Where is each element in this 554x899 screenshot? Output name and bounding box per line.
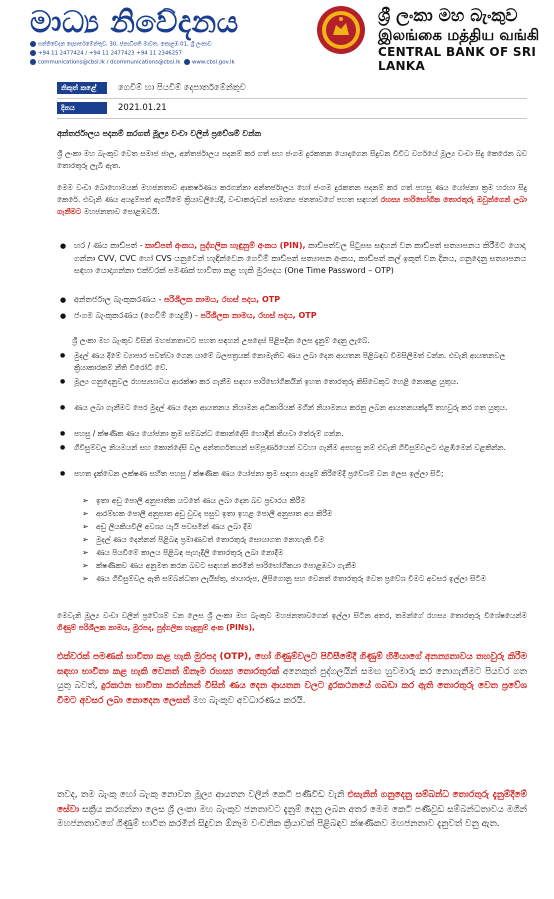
contact-address: සන්නිවේදන දෙපාර්තමේන්තුව, 30, ජනාධිපති මාවත, කොළඹ 01, ශ්‍රී ලංකාව (30, 41, 212, 49)
website-link[interactable]: www.cbsl.gov.lk (191, 59, 235, 66)
divider (57, 118, 527, 119)
feature-item: ➢ ආරම්භක පොලී අනුපාත අඩු වුවද පසුව ඉතා ඉහළ පොලී අනුපාත අය කිරීම (82, 508, 527, 520)
date-label: දිනය (57, 102, 107, 114)
feature-item: ➢ අඩු ලියකියවිලි අවශ්‍ය යැයි පවසමින් ණය ලබා දීම (82, 521, 527, 533)
phone-icon (30, 50, 36, 56)
list-item: ● හර / ණය කාඩ්පත් - කාඩ්පත් අංකය, පුද්ගලික හැඳුනුම් අංකය (PIN), කාඩ්පත්වල පිටුපස සඳහන් වන කාඩ්පත් සත්‍යාපනය කිරීමට යොදා ගන්නා CVV, CVC හෝ CVS යනුවෙන් හැඳින්වෙන ගෙවීම් කාඩ්පත් සත්‍යාපන අංකය, කාඩ්පත් කල් ඉකුත් වන දිනය, ගනුදෙනු සත්‍යාපනය සඳහා යොදාගන්නා එක්වරක් පමණක් භාවිතා කළ හැකි මුරපදය (One Time Password – OTP) (60, 240, 527, 278)
press-release-title: මාධ්‍ය නිවේදනය (30, 5, 239, 40)
paragraph: මෙවැනි මූල්‍ය වංචා වලින් ප්‍රවේශම් වන ලෙස ශ්‍රී ලංකා මහ බැංකුව මහජනතාවගෙන් ඉල්ලා සිටින අතර, තමන්ගේ රහස්‍ය තොරතුරු විශේෂයෙන්ම ගිණුම් පරිශීලක නාමය, මුරපද, පුද්ගලික හැඳුනුම් අංක (PINs), (57, 611, 527, 632)
list-item: ● ජංගම බැංකුකරණය (ගෙවීම් යෙදුම්) - පරිශීලක නාමය, රහස් පදය, OTP (60, 310, 527, 323)
list-item: ● ගිවිසුම්වල නියමයන් සහ කොන්දේසි වල අන්තර්ගතයන් සම්පූර්ණයෙන් වටහා ගැනීම අපහසු නම් එවැනි ගිවිසුම්වලට එළඹීමෙන් වළකින්න. (60, 442, 527, 454)
bank-name-tamil: இலங்கை மத்திய வங்கி (378, 26, 540, 44)
email-icon (30, 59, 36, 65)
globe-icon (184, 59, 190, 65)
contact-phones: +94 11 2477424 / +94 11 2477423 +94 11 2346257 (30, 50, 182, 57)
date-value: 2021.01.21 (118, 103, 167, 113)
central-bank-seal-icon (316, 5, 366, 55)
paragraph: මෙම වංචා බොහොමයක් මහජනතාව ආකර්ෂණය කරගන්නා අන්තර්ජාලය හෝ ජංගම දුරකතන පදනම් කර ගත් පහසු ණය යෝජනා ක්‍රම හරහා සිදු කෙරේ. එවැනි ණය අයදුම්පත් ඇගයීමේ ක්‍රියාවලියේදී, වංචාකරුවන් සාමාන්‍ය ජනතාවගේ පහත සඳහන් රහස්‍ය පාරිභෝගික තොරතුරු ඔවුන්ගෙන් ලබා ගැනීමට මහජනතාව පොළඹවයි. (57, 183, 527, 216)
divider (57, 98, 527, 99)
feature-item: ➢ ඉතා අඩු පොලී අනුපාතික යටතේ ණය ලබා දෙන බව ප්‍රචාරය කිරීම (82, 495, 527, 507)
issued-by-value: ගෙවීම් හා පියවීම් දෙපාර්තමේන්තුව (118, 83, 246, 93)
feature-item: ➢ ණය පියවීමේ කාලය පිළිබඳ පැහැදිලි තොරතුරු ලබා නොදීම (82, 547, 527, 559)
paragraph: තවද, තම බැංකු හෝ බැංකු නොවන මූල්‍ය ආයතන වලින් කෙටි පණිවිඩ වැනි එසැනින් ගනුදෙනු සම්බන්ධ තොරතුරු දැනුම්දීමේ සේවා සක්‍රීය කරගන්නා ලෙස ශ්‍රී ලංකා මහ බැංකුව ජනතාවට දැනුම් දෙනු ලබන අතර මෙම කෙටි පණිවුඩ සම්බන්ධතාවය මගින් මහජනතාවගේ ගිණුම් භාවිත කරමින් සිදුවන ඕනෑම වංචනික ක්‍රියාවක් පිළිබඳව ක්ෂණිකව මහජනතාව දැනුවත් වනු ඇත. (57, 790, 527, 829)
feature-item: ➢ මුදල් ණය දෙන්නන් පිළිබඳ ප්‍රමාණවත් තොරතුරු සොයාගත නොහැකි වීම (82, 534, 527, 546)
feature-item: ➢ ණය ගිවිසුම්වල ඇති සම්බන්ධතා ලැයිස්තු, ඡායාරූප, ලිපිගොනු සහ වෙනත් තොරතුරු වෙත ප්‍රවේශ වීමට අවසර ඉල්ලා සිටීම (82, 573, 527, 585)
article-title: අන්තර්ජාලය පදනම් කරගත් මූල්‍ය වංචා වලින් ප්‍රවේශම් වන්න (57, 129, 262, 138)
paragraph: එක්වරක් පමණක් භාවිතා කළ හැකි මුරපද (OTP), හෝ ගිණුම්වලට පිවිසීමේදී ගිණුම් හිමියාගේ අනන්‍යතාවය තහවුරු කිරීම සඳහා භාවිතා කළ හැකි වෙනත් ඕනෑම රහස්‍ය තොරතුරක් අනෙකුත් පුද්ගලයින් සමඟ හුවමාරු කර නොගැනීමට පියවර ගත යුතු බවත්, දුරකථන භාවිතා කරන්නන් විසින් ණය දෙන ආයතන වලට දුරකථනයේ ගබඩා කර ඇති තොරතුරු වෙත ප්‍රවේශ වීමට අවසර ලබා නොදෙන ලෙසත් මහ බැංකුව අවධාරණය කරයි. (57, 652, 527, 706)
list-item: ● පහත දැක්වෙන ලක්ෂණ සහිත පහසු / ක්ෂණික ණය යෝජනා ක්‍රම සඳහා අයදුම් කිරීමේදී ප්‍රවේශම් වන ලෙස ඉල්ලා සිටී; (60, 468, 527, 480)
issued-by-label: නිකුත් කළේ (57, 82, 107, 94)
bank-name-sinhala: ශ්‍රී ලංකා මහ බැංකුව (378, 6, 518, 26)
list-item: ● මූල්‍ය ගනුදෙනුවල රහස්‍යභාවය ආරක්ෂා කර ගැනීම සඳහා පාරිභෝගිකයින් ඉහත තොරතුරු කිසිවෙකුට හෙළි නොකළ යුතුය. (60, 376, 527, 388)
list-item: ● ණය ලබා ගැනීමට පෙර මුදල් ණය දෙන ආයතනය නියාමන අධිකාරියක් මගින් නියාමනය කරනු ලබන ආයතනයක්දැයි තහවුරු කර ගත යුතුය. (60, 402, 527, 414)
contact-web: communications@cbsl.lk / dcommunications@cbsl.lk www.cbsl.gov.lk (30, 59, 235, 66)
feature-item: ➢ ක්ෂණිකව ණය අනුමත කරන බවට සඳහන් කරමින් පාරිභෝගිකයා පොළඹවා ගැනීම (82, 560, 527, 572)
list-item: ● මුදල් ණය දීමේ ව්‍යාපාර පවත්වා ගෙන යාමේ බලපත්‍රයක් නොමැතිව ණය ලබා දෙන ආයතන පිළිබඳව විමසිලිමත් වන්න. එවැනි ආයතනවල ක්‍රියාකාරකම් නීති විරෝධී වේ. (60, 350, 527, 374)
bank-name-english: CENTRAL BANK OF SRI LANKA (378, 45, 537, 73)
paragraph: ශ්‍රී ලංකා මහ බැංකුව විසින් මහජනතාවට පහත සඳහන් උපදෙස් පිළිපදින ලෙස දැනුම් දෙනු ලැබේ. (72, 336, 370, 345)
paragraph: ශ්‍රී ලංකා මහ බැංකුව වෙත සමාජ ජාල, අන්තර්ජාලය පදනම් කර ගත් සහ ජංගම දුරකතන යොදාගෙන සිදුවන විවිධ වර්ගයේ මූල්‍ය වංචා සිදු කෙරෙන බව තොරතුරු ලැබී ඇත. (57, 149, 527, 170)
location-icon (30, 41, 36, 47)
list-item: ● පහසු / ක්ෂණික ණය යෝජනා ක්‍රම සම්බන්ධ කොන්දේසි හොඳින් කියවා තේරුම් ගන්න. (60, 428, 527, 440)
list-item: ● අන්තර්ජාල බැංකුකරණය - පරිශීලක නාමය, රහස් පදය, OTP (60, 294, 527, 307)
